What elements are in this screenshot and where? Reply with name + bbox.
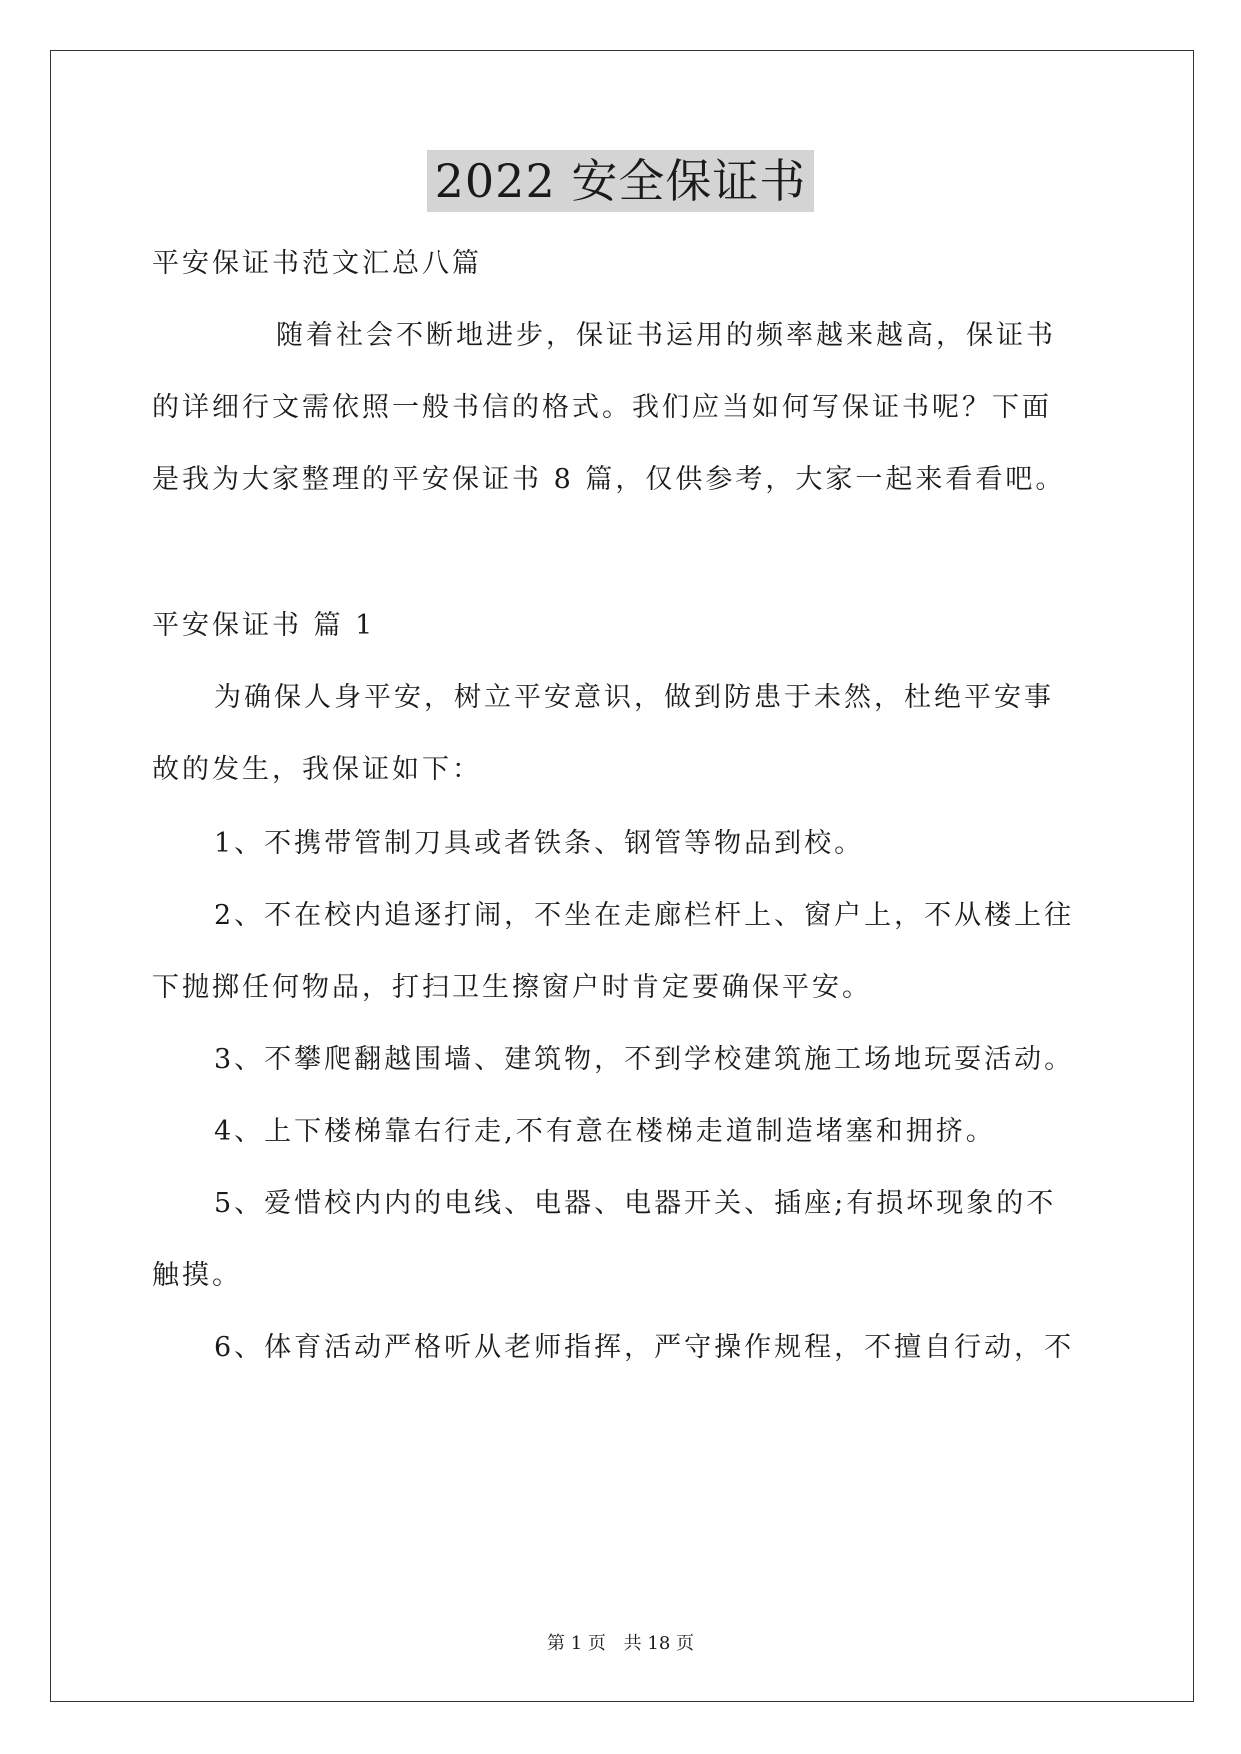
list-item: 1、不携带管制刀具或者铁条、钢管等物品到校。	[214, 828, 865, 859]
page-footer	[0, 1632, 1241, 1656]
paragraph-line: 是我为大家整理的平安保证书 8 篇，仅供参考，大家一起来看看吧。	[152, 464, 1066, 495]
paragraph-line: 故的发生，我保证如下：	[152, 754, 482, 785]
page-number: 第 1 页	[547, 1633, 606, 1654]
subtitle-line: 平安保证书范文汇总八篇	[152, 248, 482, 279]
page-border	[50, 50, 1194, 1702]
list-item-continued: 下抛掷任何物品，打扫卫生擦窗户时肯定要确保平安。	[152, 972, 872, 1003]
list-item-continued: 触摸。	[152, 1260, 242, 1291]
list-item: 6、体育活动严格听从老师指挥，严守操作规程，不擅自行动，不	[214, 1332, 1075, 1363]
section-heading: 平安保证书 篇 1	[152, 610, 376, 641]
page-total: 共 18 页	[623, 1633, 694, 1654]
title-container	[0, 150, 1241, 212]
list-item: 3、不攀爬翻越围墙、建筑物，不到学校建筑施工场地玩耍活动。	[214, 1044, 1075, 1075]
list-item: 4、上下楼梯靠右行走,不有意在楼梯走道制造堵塞和拥挤。	[214, 1116, 996, 1147]
paragraph-line: 随着社会不断地进步，保证书运用的频率越来越高，保证书	[276, 320, 1056, 351]
paragraph-line: 为确保人身平安，树立平安意识，做到防患于未然，杜绝平安事	[214, 682, 1054, 713]
list-item: 5、爱惜校内内的电线、电器、电器开关、插座;有损坏现象的不	[214, 1188, 1057, 1219]
list-item: 2、不在校内追逐打闹，不坐在走廊栏杆上、窗户上，不从楼上往	[214, 900, 1075, 931]
paragraph-line: 的详细行文需依照一般书信的格式。我们应当如何写保证书呢？下面	[152, 392, 1052, 423]
document-title: 2022 安全保证书	[427, 150, 815, 212]
